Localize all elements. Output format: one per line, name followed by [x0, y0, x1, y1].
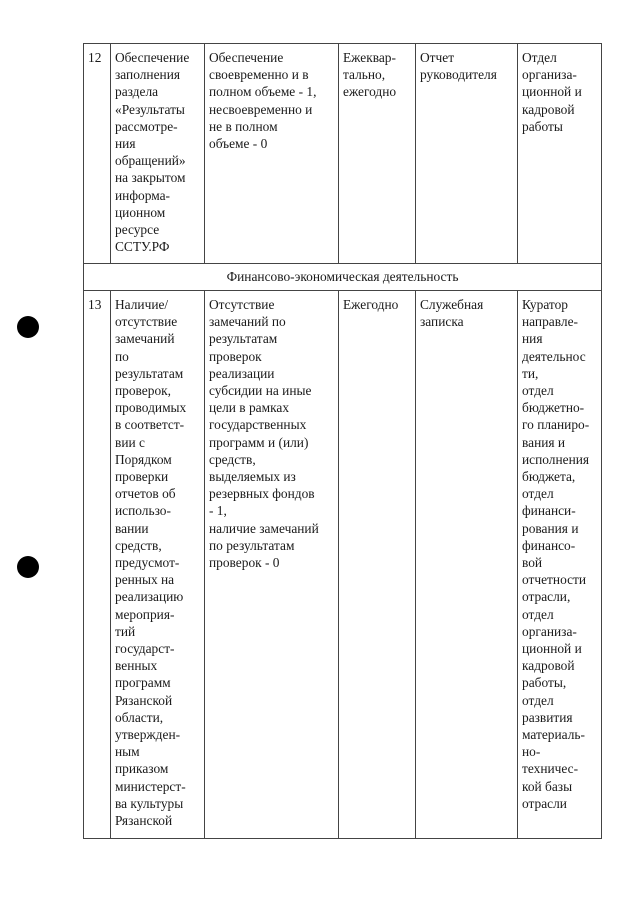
cell-text-line: отрасли: [522, 795, 567, 811]
cell-text-line: Рязанской: [115, 813, 173, 829]
cell-text-line: замечаний: [115, 331, 175, 347]
criteria-cell: [205, 291, 339, 839]
criteria-cell: [205, 44, 339, 264]
cell-text-line: ренных на: [115, 572, 175, 588]
cell-text-line: направле-: [522, 314, 578, 330]
cell-text-line: информа-: [115, 187, 170, 203]
cell-text-line: средств,: [115, 537, 162, 553]
cell-text-line: кой базы: [522, 778, 573, 794]
cell-text-line: отдел: [522, 486, 554, 502]
report-form-cell: [416, 44, 518, 264]
cell-text-line: финанси-: [522, 503, 576, 519]
cell-text-line: выделяемых из: [209, 469, 296, 485]
cell-text-line: деятельнос: [522, 348, 586, 364]
cell-text-line: Отсутствие: [209, 297, 275, 312]
cell-text-line: государст-: [115, 641, 175, 657]
cell-text-line: ти,: [522, 365, 539, 381]
cell-text-line: не в полном: [209, 118, 278, 134]
cell-text-line: Куратор: [522, 297, 568, 312]
cell-text-line: тально,: [343, 67, 386, 83]
cell-text-line: Ежегодно: [343, 297, 399, 312]
cell-text-line: объеме - 0: [209, 136, 268, 152]
cell-text-line: заполнения: [115, 67, 181, 83]
cell-text-line: предусмот-: [115, 555, 180, 571]
cell-text-line: ным: [115, 744, 140, 760]
cell-text-line: работы,: [522, 675, 567, 691]
cell-text-line: отдел: [522, 383, 554, 399]
cell-text-line: ционной и: [522, 84, 582, 100]
cell-text-line: утвержден-: [115, 727, 181, 743]
cell-text-line: программ и (или): [209, 434, 309, 450]
punch-hole-bottom: [17, 556, 39, 578]
periodicity-cell: [339, 44, 416, 264]
cell-text-line: вой: [522, 555, 543, 571]
cell-text-line: рассмотре-: [115, 118, 178, 134]
cell-text-line: ва культуры: [115, 795, 184, 811]
cell-text-line: Наличие/: [115, 297, 169, 312]
cell-text-line: по: [115, 348, 129, 364]
cell-text-line: отдел: [522, 692, 554, 708]
cell-text-line: Отдел: [522, 50, 557, 65]
cell-text-line: исполнения: [522, 451, 590, 467]
cell-text-line: организа-: [522, 67, 577, 83]
cell-text-line: проверок,: [115, 383, 171, 399]
cell-text-line: обращений»: [115, 153, 186, 169]
cell-text-line: Служебная: [420, 297, 484, 312]
cell-text-line: замечаний по: [209, 314, 286, 330]
cell-text-line: программ: [115, 675, 171, 691]
cell-text-line: Обеспечение: [209, 50, 284, 65]
cell-text-line: проверок: [209, 348, 262, 364]
cell-text-line: государственных: [209, 417, 307, 433]
cell-text-line: отчетов об: [115, 486, 176, 502]
cell-text-line: субсидии на иные: [209, 383, 312, 399]
criteria-table: [83, 43, 602, 839]
cell-text-line: в соответст-: [115, 417, 185, 433]
section-title: Финансово-экономическая деятельность: [84, 264, 602, 291]
cell-text-line: приказом: [115, 761, 169, 777]
responsible-cell: [518, 291, 602, 839]
cell-text-line: тий: [115, 623, 136, 639]
cell-text-line: результатам: [115, 365, 184, 381]
cell-text-line: организа-: [522, 623, 577, 639]
cell-text-line: отчетности: [522, 572, 587, 588]
cell-text-line: проверок - 0: [209, 555, 280, 571]
cell-text-line: отрасли,: [522, 589, 571, 605]
section-header-row: [84, 264, 602, 291]
cell-text-line: результатам: [209, 331, 278, 347]
cell-text-line: Ежеквар-: [343, 50, 396, 65]
cell-text-line: проверки: [115, 469, 169, 485]
cell-text-line: венных: [115, 658, 158, 674]
cell-text-line: мероприя-: [115, 606, 175, 622]
cell-text-line: несвоевременно и: [209, 101, 313, 117]
cell-text-line: министерст-: [115, 778, 186, 794]
cell-text-line: материаль-: [522, 727, 585, 743]
cell-text-line: рования и: [522, 520, 579, 536]
cell-text-line: Обеспечение: [115, 50, 190, 65]
cell-text-line: ежегодно: [343, 84, 397, 100]
cell-text-line: реализации: [209, 365, 275, 381]
cell-text-line: кадровой: [522, 658, 575, 674]
cell-text-line: средств,: [209, 451, 256, 467]
cell-text-line: по результатам: [209, 537, 295, 553]
cell-text-line: наличие замечаний: [209, 520, 319, 536]
cell-text-line: работы: [522, 118, 563, 134]
cell-text-line: техничес-: [522, 761, 579, 777]
punch-hole-top: [17, 316, 39, 338]
cell-text-line: вии с: [115, 434, 145, 450]
row-number: 12: [84, 44, 111, 264]
table-row: [84, 44, 602, 264]
responsible-cell: [518, 44, 602, 264]
cell-text-line: ционном: [115, 204, 166, 220]
cell-text-line: полном объеме - 1,: [209, 84, 317, 100]
cell-text-line: Отчет: [420, 50, 455, 65]
cell-text-line: - 1,: [209, 503, 227, 519]
cell-text-line: области,: [115, 709, 164, 725]
indicator-cell: [111, 291, 205, 839]
cell-text-line: но-: [522, 744, 541, 760]
row-number: 13: [84, 291, 111, 839]
cell-text-line: вании: [115, 520, 149, 536]
cell-text-line: записка: [420, 314, 464, 330]
cell-text-line: ССТУ.РФ: [115, 239, 170, 255]
cell-text-line: бюджета,: [522, 469, 576, 485]
cell-text-line: го планиро-: [522, 417, 590, 433]
table-row: [84, 291, 602, 839]
cell-text-line: бюджетно-: [522, 400, 585, 416]
cell-text-line: цели в рамках: [209, 400, 290, 416]
cell-text-line: ционной и: [522, 641, 582, 657]
cell-text-line: Порядком: [115, 451, 172, 467]
cell-text-line: финансо-: [522, 537, 576, 553]
cell-text-line: развития: [522, 709, 573, 725]
cell-text-line: проводимых: [115, 400, 187, 416]
cell-text-line: Рязанской: [115, 692, 173, 708]
cell-text-line: своевременно и в: [209, 67, 309, 83]
cell-text-line: реализацию: [115, 589, 184, 605]
report-form-cell: [416, 291, 518, 839]
cell-text-line: вания и: [522, 434, 566, 450]
cell-text-line: отдел: [522, 606, 554, 622]
cell-text-line: кадровой: [522, 101, 575, 117]
cell-text-line: раздела: [115, 84, 159, 100]
cell-text-line: на закрытом: [115, 170, 186, 186]
cell-text-line: руководителя: [420, 67, 497, 83]
cell-text-line: «Результаты: [115, 101, 185, 117]
cell-text-line: ния: [522, 331, 543, 347]
cell-text-line: ресурсе: [115, 222, 160, 238]
cell-text-line: использо-: [115, 503, 171, 519]
periodicity-cell: [339, 291, 416, 839]
indicator-cell: [111, 44, 205, 264]
cell-text-line: ния: [115, 136, 136, 152]
cell-text-line: резервных фондов: [209, 486, 315, 502]
cell-text-line: отсутствие: [115, 314, 178, 330]
